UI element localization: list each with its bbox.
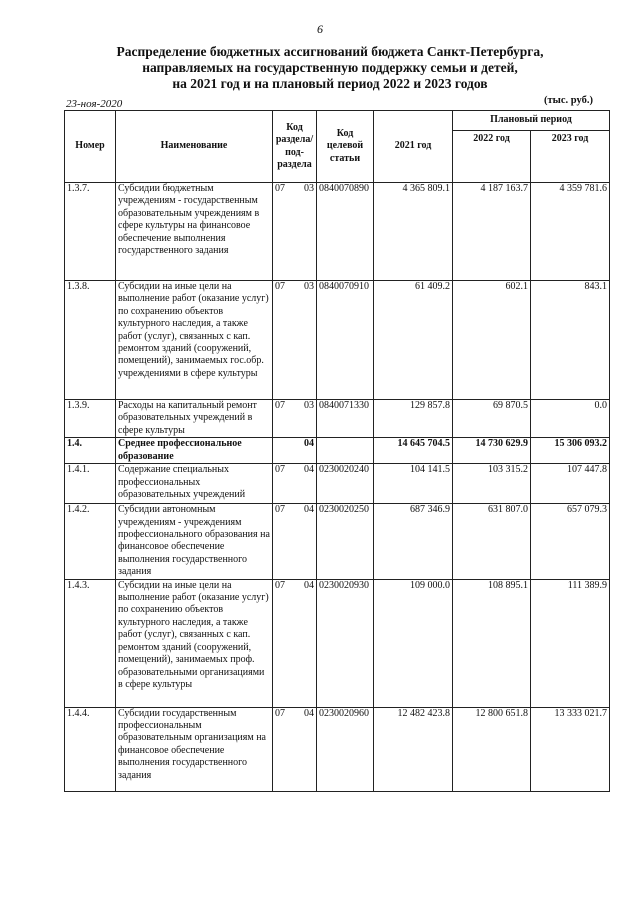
- row-amount-2021: 687 346.9: [374, 504, 453, 579]
- section-code: 07: [275, 504, 285, 516]
- row-amount-2022: 4 187 163.7: [453, 183, 531, 281]
- subsection-code: 03: [304, 400, 314, 411]
- units-label: (тыс. руб.): [544, 95, 593, 106]
- row-section-code: [273, 438, 317, 464]
- row-amount-2021: 4 365 809.1: [374, 183, 453, 281]
- row-name: Субсидии автономным учреждениям - учреждениям профессионального образования на финансовое обеспечение выполнения государственного задания: [116, 504, 273, 579]
- header-2023: 2023 год: [531, 131, 610, 183]
- row-amount-2023: 13 333 021.7: [531, 707, 610, 791]
- row-target-code: 0230020250: [317, 504, 374, 579]
- row-amount-2023: 107 447.8: [531, 464, 610, 504]
- row-target-code: [317, 438, 374, 464]
- row-amount-2022: 69 870.5: [453, 400, 531, 438]
- table-row: [65, 464, 610, 504]
- row-amount-2021: 14 645 704.5: [374, 438, 453, 464]
- row-amount-2021: 109 000.0: [374, 579, 453, 707]
- section-code: 07: [275, 464, 285, 476]
- title-line-1: Распределение бюджетных ассигнований бюджета Санкт-Петербурга,: [116, 44, 544, 59]
- row-number: 1.4.: [65, 438, 116, 464]
- row-target-code: 0230020960: [317, 707, 374, 791]
- table-row: [65, 504, 610, 579]
- row-section-code: [273, 464, 317, 504]
- row-amount-2022: 103 315.2: [453, 464, 531, 504]
- row-amount-2022: 631 807.0: [453, 504, 531, 579]
- row-amount-2023: 843.1: [531, 281, 610, 400]
- header-2021: 2021 год: [374, 111, 453, 183]
- row-section-code: [273, 400, 317, 438]
- row-section-code: [273, 579, 317, 707]
- header-target: Код целевой статьи: [317, 111, 374, 183]
- row-target-code: 0230020930: [317, 579, 374, 707]
- table-row: [65, 281, 610, 400]
- row-amount-2023: 0.0: [531, 400, 610, 438]
- row-amount-2021: 129 857.8: [374, 400, 453, 438]
- row-section-code: [273, 707, 317, 791]
- section-code: 07: [275, 281, 285, 292]
- row-target-code: 0840071330: [317, 400, 374, 438]
- row-target-code: 0840070890: [317, 183, 374, 281]
- subsection-code: 04: [304, 464, 314, 476]
- row-amount-2023: 15 306 093.2: [531, 438, 610, 464]
- row-target-code: 0230020240: [317, 464, 374, 504]
- table-row: [65, 438, 610, 464]
- header-planned-period: Плановый период: [453, 111, 610, 131]
- subsection-code: 04: [304, 438, 314, 450]
- row-number: 1.4.4.: [65, 707, 116, 791]
- row-number: 1.3.7.: [65, 183, 116, 281]
- header-section: Код раздела/ под-раздела: [273, 111, 317, 183]
- section-code: 07: [275, 400, 285, 411]
- row-section-code: [273, 504, 317, 579]
- row-name: Субсидии государственным профессиональным образовательным организациям на финансовое обеспечение выполнения государственного задания: [116, 707, 273, 791]
- table-row: [65, 707, 610, 791]
- title-line-3: на 2021 год и на плановый период 2022 и 2023 годов: [172, 76, 488, 91]
- row-name: Субсидии на иные цели на выполнение работ (оказание услуг) по сохранению объектов культурного наследия, а также работ (услуг), связанных с кап. ремонтом зданий (сооружений, помещений), занимаемых гос.обр. учреждениями в сфере культуры: [116, 281, 273, 400]
- page-number: 6: [317, 22, 323, 36]
- subsection-code: 04: [304, 579, 314, 591]
- subsection-code: 04: [304, 707, 314, 719]
- document-title: [60, 44, 600, 92]
- section-code: 07: [275, 183, 285, 194]
- row-number: 1.4.1.: [65, 464, 116, 504]
- header-2022: 2022 год: [453, 131, 531, 183]
- subsection-code: 04: [304, 504, 314, 516]
- row-amount-2023: 4 359 781.6: [531, 183, 610, 281]
- row-number: 1.4.3.: [65, 579, 116, 707]
- row-amount-2022: 602.1: [453, 281, 531, 400]
- table-row: [65, 183, 610, 281]
- row-section-code: [273, 183, 317, 281]
- row-number: 1.3.8.: [65, 281, 116, 400]
- title-line-2: направляемых на государственную поддержку семьи и детей,: [142, 60, 518, 75]
- row-name: Субсидии бюджетным учреждениям - государственным образовательным учреждениям в сфере культуры на финансовое обеспечение выполнения государственного задания: [116, 183, 273, 281]
- header-name: Наименование: [116, 111, 273, 183]
- row-amount-2021: 104 141.5: [374, 464, 453, 504]
- row-amount-2022: 14 730 629.9: [453, 438, 531, 464]
- row-name: Расходы на капитальный ремонт образовательных учреждений в сфере культуры: [116, 400, 273, 438]
- row-name: Среднее профессиональное образование: [116, 438, 273, 464]
- header-number: Номер: [65, 111, 116, 183]
- section-code: 07: [275, 579, 285, 591]
- row-amount-2021: 12 482 423.8: [374, 707, 453, 791]
- row-section-code: [273, 281, 317, 400]
- table-row: [65, 400, 610, 438]
- row-amount-2021: 61 409.2: [374, 281, 453, 400]
- row-amount-2022: 108 895.1: [453, 579, 531, 707]
- table-row: [65, 579, 610, 707]
- row-name: Субсидии на иные цели на выполнение работ (оказание услуг) по сохранению объектов культурного наследия, а также работ (услуг), связанных с кап. ремонтом зданий (сооружений, помещений), занимаемых проф. образовательными организациями в сфере культуры: [116, 579, 273, 707]
- subsection-code: 03: [304, 281, 314, 292]
- row-amount-2023: 657 079.3: [531, 504, 610, 579]
- row-number: 1.4.2.: [65, 504, 116, 579]
- row-amount-2023: 111 389.9: [531, 579, 610, 707]
- section-code: 07: [275, 707, 285, 719]
- row-number: 1.3.9.: [65, 400, 116, 438]
- row-target-code: 0840070910: [317, 281, 374, 400]
- row-name: Содержание специальных профессиональных образовательных учреждений: [116, 464, 273, 504]
- row-amount-2022: 12 800 651.8: [453, 707, 531, 791]
- document-date: 23-ноя-2020: [66, 98, 123, 110]
- budget-table: [64, 110, 610, 792]
- subsection-code: 03: [304, 183, 314, 194]
